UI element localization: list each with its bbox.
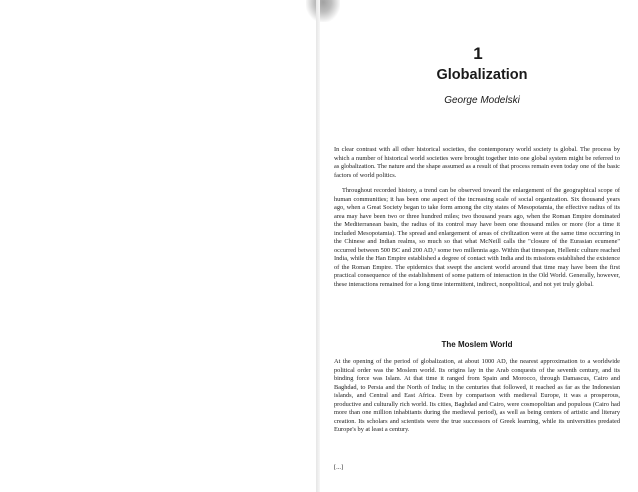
right-page [320, 0, 638, 492]
omission-marker: [...] [334, 464, 344, 471]
chapter-author: George Modelski [444, 95, 520, 106]
paragraph-moslem-world: At the opening of the period of globalization, at about 1000 AD, the nearest approximation to a worldwide political order was the Moslem world. Its origins lay in the Arab conquests of the seventh century, and its binding force was Islam. At that time it ranged from Spain and Morocco, through Damascus, Cairo and Baghdad, to Persia and the North of India; in the centuries that followed, it reached as far as the Indonesian islands, and Central and East Africa. Even by comparison with medieval Europe, it was a prosperous, productive and culturally rich world. Its cities, Baghdad and Cairo, were cosmopolitan and populous (Cairo had more than one million inhabitants during the medieval period), as well as being centers of artistic and literary creation. Its scholars and scientists were the true successors of Greek learning, while its universities predated Europe's by at least a century. [334, 358, 620, 434]
left-blank-page [0, 0, 316, 492]
paragraph-intro: In clear contrast with all other historical societies, the contemporary world society is global. The process by which a number of historical world societies were brought together into one global system might be referred to as globalization. The nature and the shape assumed as a result of that process remain even today one of the basic factors of world politics. [334, 146, 620, 179]
section-heading: The Moslem World [441, 340, 513, 349]
chapter-number: 1 [473, 44, 483, 63]
paragraph-history: Throughout recorded history, a trend can be observed toward the enlargement of the geographical scope of human communities; it has been one aspect of the increasing scale of social organization. Six thousand years ago, when a Great Society began to take form among the city states of Mesopotamia, the effective radius of its area may have been two or three hundred miles; two thousand years ago, when the Roman Empire dominated the Mediterranean basin, the radius of its control may have been one thousand miles or more (for a time it included Mesopotamia). The spread and enlargement of areas of civilization were at the same time occurring in the Chinese and Indian realms, so much so that what McNeill calls the "closure of the Eurasian ecumene" occurred between 500 BC and 200 AD,¹ some two millennia ago. Within that timespan, Hellenic culture reached India, while the Han Empire established a degree of contact with India and its missions established the existence of the Roman Empire. The epidemics that swept the ancient world around that time may have been the first practical consequence of the establishment of some pattern of interaction in the Old World. Generally, however, these interactions remained for a long time intermittent, indirect, nonpolitical, and not yet truly global. [334, 187, 620, 289]
chapter-title: Globalization [436, 67, 528, 83]
